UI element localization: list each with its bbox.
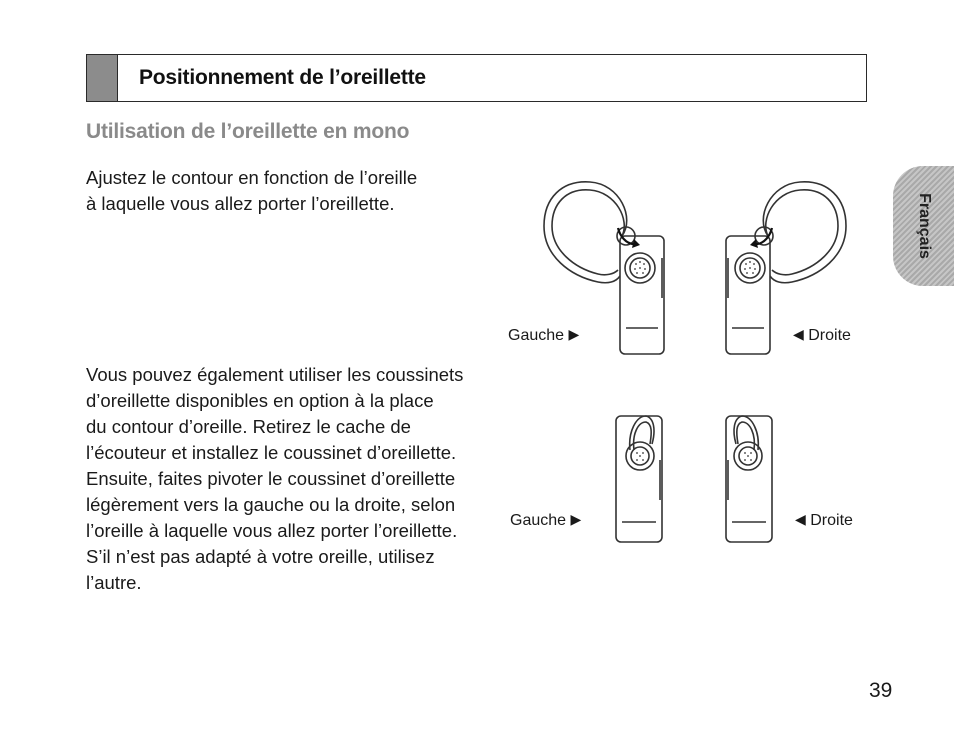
page-number: 39 (869, 679, 893, 702)
instruction-paragraph-2 (86, 362, 463, 596)
eargel-left-illustration (610, 410, 670, 546)
eargel-right-illustration (720, 410, 780, 546)
section-title: Positionnement de l’oreillette (139, 66, 426, 89)
header-accent-block (87, 55, 118, 101)
left-triangle-icon: ◀ (795, 511, 806, 527)
instruction-paragraph-1 (86, 165, 417, 217)
right-triangle-icon: ▶ (568, 326, 580, 342)
paragraph-line: l’écouteur et installez le coussinet d’oreillette. (86, 442, 457, 463)
paragraph-line: S’il n’est pas adapté à votre oreille, utilisez (86, 546, 435, 567)
figure-label-text: Gauche (510, 512, 567, 529)
paragraph-line: Vous pouvez également utiliser les coussinets (86, 364, 464, 385)
figure-label-left-bottom (510, 511, 581, 530)
paragraph-line: à laquelle vous allez porter l’oreillette. (86, 193, 395, 214)
left-triangle-icon: ◀ (793, 326, 804, 342)
language-tab-label: Français (916, 193, 933, 259)
paragraph-line: d’oreillette disponibles en option à la place (86, 390, 434, 411)
paragraph-line: l’autre. (86, 572, 142, 593)
paragraph-line: l’oreille à laquelle vous allez porter l’oreillette. (86, 520, 458, 541)
section-header (86, 54, 867, 102)
figure-label-text: Droite (810, 512, 853, 529)
figure-label-right-bottom (795, 511, 853, 530)
language-tab (893, 166, 954, 286)
figure-label-text: Gauche (508, 327, 565, 344)
right-triangle-icon: ▶ (570, 511, 582, 527)
paragraph-line: Ensuite, faites pivoter le coussinet d’oreillette (86, 468, 456, 489)
figure-label-left-top (508, 326, 579, 345)
paragraph-line: Ajustez le contour en fonction de l’oreille (86, 167, 418, 188)
figure-label-right-top (793, 326, 851, 345)
figure-label-text: Droite (808, 327, 851, 344)
paragraph-line: du contour d’oreille. Retirez le cache de (86, 416, 411, 437)
subsection-title: Utilisation de l’oreillette en mono (86, 120, 410, 143)
paragraph-line: légèrement vers la gauche ou la droite, selon (86, 494, 456, 515)
